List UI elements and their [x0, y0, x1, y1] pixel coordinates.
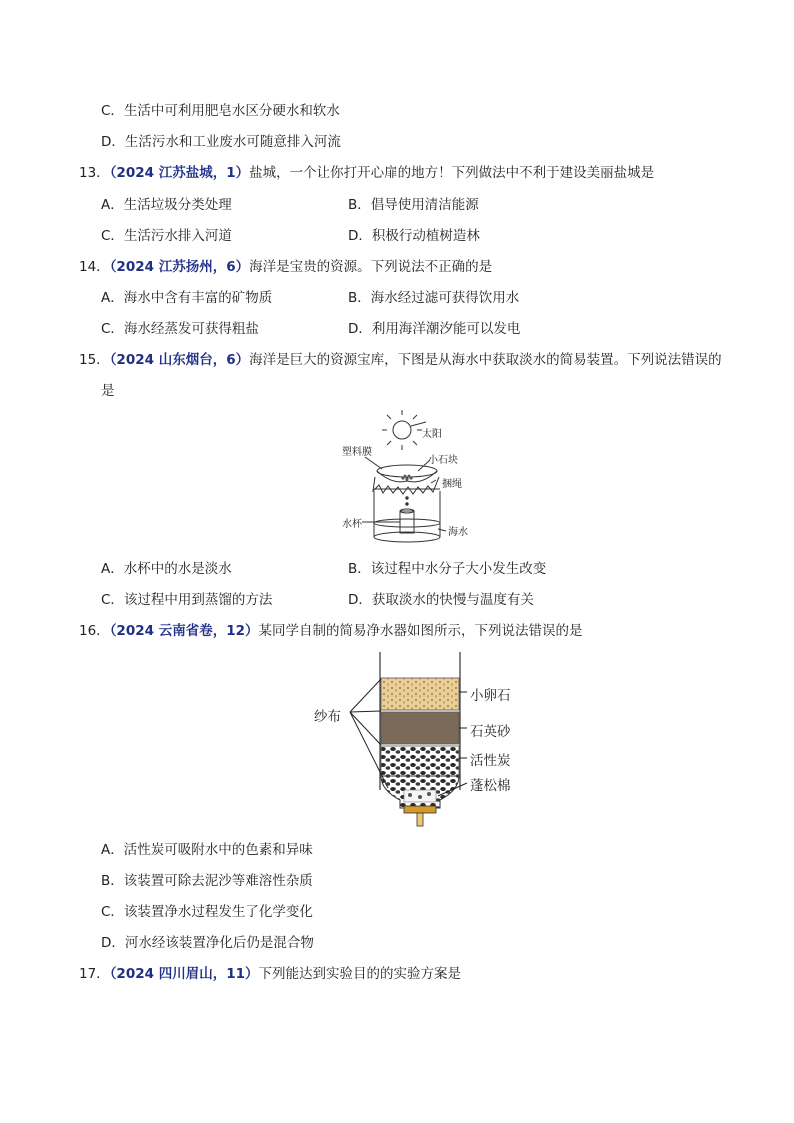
question-source: （2024 山东烟台，6）: [109, 352, 250, 368]
q13-option-a: [101, 196, 232, 214]
question-source: （2024 江苏盐城，1）: [109, 165, 250, 181]
option-label: D．: [348, 321, 372, 337]
q16-option-c: [101, 903, 313, 921]
question-source: （2024 云南省卷，12）: [109, 623, 259, 639]
q15-option-c: [101, 591, 272, 609]
option-text: 生活污水和工业废水可随意排入河流: [124, 134, 341, 150]
question-text: 某同学自制的简易净水器如图所示，下列说法错误的是: [258, 623, 583, 639]
option-label: B．: [348, 197, 371, 213]
activated-carbon-label: 活性炭: [470, 753, 511, 769]
question-text: 盐城，一个让你打开心扉的地方！下列做法中不利于建设美丽盐城是: [249, 165, 655, 181]
sun-icon: [393, 421, 411, 439]
stone-label: 小石块: [428, 455, 458, 466]
question-source: （2024 四川眉山，11）: [109, 966, 259, 982]
option-text: 生活垃圾分类处理: [123, 197, 232, 213]
question-number: 13．: [79, 165, 110, 181]
option-text: 该装置可除去泥沙等难溶性杂质: [123, 873, 313, 889]
q16-stem: [79, 622, 583, 640]
quartz-sand-label: 石英砂: [470, 724, 511, 740]
option-label: A．: [101, 290, 124, 306]
q13-option-b: [348, 196, 479, 214]
q16-option-b: [101, 872, 313, 890]
question-source: （2024 江苏扬州，6）: [109, 259, 250, 275]
option-text: 倡导使用清洁能源: [370, 197, 479, 213]
question-text: 海洋是宝贵的资源。下列说法不正确的是: [249, 259, 493, 275]
q14-option-d: [348, 320, 520, 338]
q13-option-c: [101, 227, 232, 245]
q13-stem: [79, 164, 654, 182]
q15-option-b: [348, 560, 546, 578]
question-number: 15．: [79, 352, 110, 368]
question-number: 17．: [79, 966, 110, 982]
q14-stem: [79, 258, 492, 276]
cotton-label: 蓬松棉: [470, 778, 511, 794]
rope-label: 捆绳: [442, 479, 462, 490]
q15-option-d: [348, 591, 534, 609]
quartz-sand-layer: [381, 712, 459, 744]
option-label: A．: [101, 197, 124, 213]
q15-option-a: [101, 560, 232, 578]
option-text: 海水经过滤可获得饮用水: [370, 290, 520, 306]
q12-option-d: [101, 133, 341, 151]
option-text: 该装置净水过程发生了化学变化: [123, 904, 313, 920]
q16-option-a: [101, 841, 313, 859]
option-label: D．: [101, 134, 125, 150]
outlet-tube: [417, 813, 423, 826]
option-label: C．: [101, 321, 124, 337]
option-text: 活性炭可吸附水中的色素和异味: [123, 842, 313, 858]
option-label: C．: [101, 904, 124, 920]
cup-label: 水杯: [342, 519, 362, 530]
question-text: 海洋是巨大的资源宝库，下图是从海水中获取淡水的简易装置。下列说法错误的: [249, 352, 722, 368]
activated-carbon-layer: [381, 746, 459, 776]
pebble-layer: [381, 678, 459, 710]
question-number: 14．: [79, 259, 110, 275]
option-label: C．: [101, 103, 124, 119]
option-label: D．: [348, 592, 372, 608]
bottle-cap: [404, 806, 436, 813]
water-purifier-figure: [310, 650, 530, 828]
option-label: A．: [101, 842, 124, 858]
q15-stem-continued: 是: [101, 383, 115, 399]
option-label: B．: [101, 873, 124, 889]
option-text: 生活中可利用肥皂水区分硬水和软水: [123, 103, 340, 119]
sun-label: 太阳: [422, 429, 442, 440]
option-text: 积极行动植树造林: [371, 228, 480, 244]
question-text: 下列能达到实验目的的实验方案是: [258, 966, 461, 982]
q14-option-b: [348, 289, 519, 307]
option-text: 生活污水排入河道: [123, 228, 232, 244]
q16-option-d: [101, 934, 314, 952]
q14-option-a: [101, 289, 272, 307]
option-label: C．: [101, 592, 124, 608]
question-number: 16．: [79, 623, 110, 639]
q13-option-d: [348, 227, 480, 245]
option-label: A．: [101, 561, 124, 577]
q12-option-c: [101, 102, 340, 120]
q14-option-c: [101, 320, 259, 338]
option-text: 利用海洋潮汐能可以发电: [371, 321, 521, 337]
pebble-label: 小卵石: [470, 688, 511, 704]
option-text: 水杯中的水是淡水: [123, 561, 232, 577]
option-text: 获取淡水的快慢与温度有关: [371, 592, 534, 608]
option-label: D．: [101, 935, 125, 951]
option-label: C．: [101, 228, 124, 244]
option-label: B．: [348, 561, 371, 577]
option-label: B．: [348, 290, 371, 306]
q17-stem: [79, 965, 461, 983]
gauze-label: 纱布: [314, 709, 341, 725]
option-text: 河水经该装置净化后仍是混合物: [124, 935, 314, 951]
option-text: 海水中含有丰富的矿物质: [123, 290, 273, 306]
option-text: 该过程中水分子大小发生改变: [370, 561, 547, 577]
desalination-figure: [340, 405, 480, 550]
q15-stem: [79, 351, 722, 369]
option-text: 海水经蒸发可获得粗盐: [123, 321, 259, 337]
option-text: 该过程中用到蒸馏的方法: [123, 592, 273, 608]
film-label: 塑料膜: [342, 447, 372, 458]
seawater-label: 海水: [448, 527, 468, 538]
option-label: D．: [348, 228, 372, 244]
